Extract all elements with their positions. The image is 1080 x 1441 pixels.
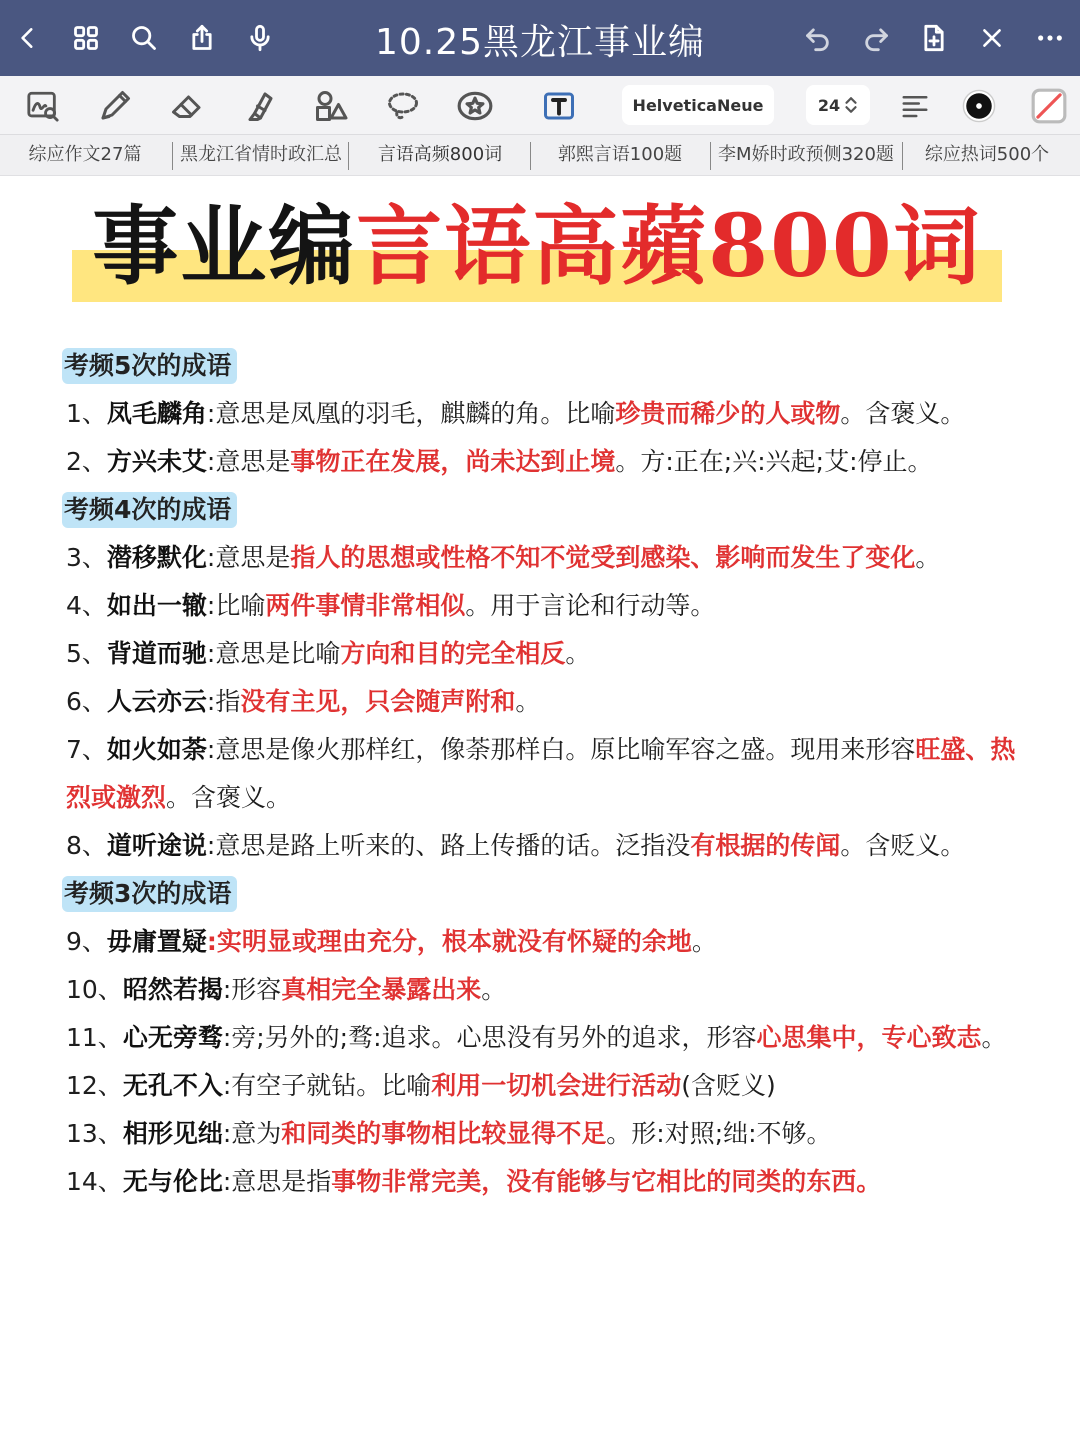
font-size-value: 24 (817, 95, 841, 115)
description-text: :意思是 (206, 447, 291, 476)
item-number: 1、 (66, 399, 107, 428)
item-number: 12、 (66, 1071, 123, 1100)
key-meaning: 方向和目的完全相反 (340, 639, 566, 668)
font-size-selector[interactable] (806, 85, 870, 125)
idiom-term: 方兴未艾 (106, 447, 207, 476)
description-text: :意思是 (206, 543, 291, 572)
description-text: (含贬义) (681, 1071, 776, 1100)
item-number: 4、 (66, 591, 107, 620)
description-text: 。 (915, 543, 941, 572)
shapes-icon[interactable] (310, 85, 352, 127)
page-title-red: 言语高蘋800词 (356, 196, 982, 297)
item-number: 11、 (66, 1023, 123, 1052)
key-meaning: 珍贵而稀少的人或物 (615, 399, 841, 428)
list-item (66, 1062, 1016, 1110)
key-meaning: 事物非常完美，没有能够与它相比的同类的东西。 (331, 1167, 882, 1196)
list-item (66, 390, 1016, 438)
key-meaning: 心思集中，专心致志 (756, 1023, 982, 1052)
undo-icon[interactable] (800, 20, 836, 56)
list-item (66, 726, 1016, 822)
description-text: 。形:对照;绌:不够。 (606, 1119, 832, 1148)
list-item (66, 582, 1016, 630)
close-icon[interactable] (974, 20, 1010, 56)
share-icon[interactable] (184, 20, 220, 56)
grid-icon[interactable] (68, 20, 104, 56)
lasso-icon[interactable] (382, 85, 424, 127)
description-text: :形容 (222, 975, 282, 1004)
idiom-term: 如火如荼 (106, 735, 207, 764)
idiom-term: 如出一辙 (106, 591, 207, 620)
list-item (66, 1110, 1016, 1158)
redo-icon[interactable] (858, 20, 894, 56)
description-text: 。含贬义。 (840, 831, 966, 860)
tab-heilongjiang-news[interactable]: 黑龙江省情时政汇总 (180, 144, 342, 165)
list-item (66, 966, 1016, 1014)
item-number: 5、 (66, 639, 107, 668)
key-meaning: 旺盛、热烈或激烈 (66, 735, 1016, 812)
key-meaning: 两件事情非常相似 (265, 591, 466, 620)
description-text: 。含褒义。 (166, 783, 292, 812)
eraser-icon[interactable] (166, 85, 208, 127)
description-text: 。 (481, 975, 507, 1004)
description-text: 。含褒义。 (840, 399, 966, 428)
tab-guoxi-100[interactable]: 郭熙言语100题 (557, 144, 683, 165)
idiom-term: 毋庸置疑 (106, 927, 207, 956)
description-text: 。 (981, 1023, 1007, 1052)
description-text: :指 (206, 687, 241, 716)
color-picker-icon[interactable] (958, 85, 1000, 127)
idiom-term: 昭然若揭 (122, 975, 223, 1004)
idiom-term: 凤毛麟角 (106, 399, 207, 428)
list-item (66, 918, 1016, 966)
tab-hot-words-500[interactable]: 综应热词500个 (924, 144, 1050, 165)
key-meaning: 和同类的事物相比较显得不足 (281, 1119, 607, 1148)
document-tabs (0, 135, 1080, 176)
item-number: 9、 (66, 927, 107, 956)
tab-divider (710, 142, 711, 170)
highlighter-icon[interactable] (238, 85, 280, 127)
key-meaning: 没有主见，只会随声附和 (240, 687, 516, 716)
description-text: 。用于言论和行动等。 (465, 591, 716, 620)
description-text: :意思是凤凰的羽毛，麒麟的角。比喻 (206, 399, 616, 428)
tab-current-affairs-320[interactable]: 李M娇时政预侧320题 (718, 144, 894, 165)
item-number: 14、 (66, 1167, 123, 1196)
item-number: 8、 (66, 831, 107, 860)
document-title: 10.25黑龙江事业编 (374, 22, 706, 63)
item-number: 6、 (66, 687, 107, 716)
no-fill-icon[interactable] (1028, 85, 1070, 127)
description-text: :有空子就钻。比喻 (222, 1071, 432, 1100)
key-meaning: :实明显或理由充分，根本就没有怀疑的余地 (206, 927, 692, 956)
idiom-term: 潜移默化 (106, 543, 207, 572)
pen-icon[interactable] (94, 85, 136, 127)
description-text: :意为 (222, 1119, 282, 1148)
idiom-term: 道听途说 (106, 831, 207, 860)
description-text: 。 (565, 639, 591, 668)
section-heading: 考频5次的成语 (62, 348, 237, 384)
vocabulary-list (66, 342, 1016, 1206)
description-text: :意思是比喻 (206, 639, 341, 668)
back-icon[interactable] (10, 20, 46, 56)
tab-essay[interactable]: 综应作文27篇 (28, 144, 142, 165)
idiom-term: 人云亦云 (106, 687, 207, 716)
mic-icon[interactable] (242, 20, 278, 56)
list-item (66, 1158, 1016, 1206)
section-heading: 考频4次的成语 (62, 492, 237, 528)
idiom-term: 无孔不入 (122, 1071, 223, 1100)
key-meaning: 指人的思想或性格不知不觉受到感染、影响而发生了变化 (290, 543, 916, 572)
idiom-term: 无与伦比 (122, 1167, 223, 1196)
editing-toolbar (0, 76, 1080, 135)
description-text: :旁;另外的;骛:追求。心思没有另外的追求，形容 (222, 1023, 757, 1052)
tab-vocabulary-800[interactable]: 言语高频800词 (377, 144, 503, 165)
tab-divider (348, 142, 349, 170)
item-number: 7、 (66, 735, 107, 764)
page-title-black: 事业编 (92, 196, 357, 297)
sticker-icon[interactable] (454, 85, 496, 127)
item-number: 10、 (66, 975, 123, 1004)
description-text: :意思是路上听来的、路上传播的话。泛指没 (206, 831, 691, 860)
description-text: 。 (691, 927, 717, 956)
key-meaning: 有根据的传闻 (690, 831, 841, 860)
item-number: 3、 (66, 543, 107, 572)
item-number: 2、 (66, 447, 107, 476)
tab-divider (172, 142, 173, 170)
font-family-selector[interactable]: HelveticaNeue (622, 85, 774, 125)
description-text: 。 (515, 687, 541, 716)
more-icon[interactable] (1032, 20, 1068, 56)
key-meaning: 利用一切机会进行活动 (431, 1071, 682, 1100)
description-text: :比喻 (206, 591, 266, 620)
description-text: :意思是指 (222, 1167, 332, 1196)
key-meaning: 事物正在发展，尚未达到止境 (290, 447, 616, 476)
key-meaning: 真相完全暴露出来 (281, 975, 482, 1004)
idiom-term: 相形见绌 (122, 1119, 223, 1148)
list-item (66, 1014, 1016, 1062)
tab-divider (902, 142, 903, 170)
list-item (66, 822, 1016, 870)
description-text: :意思是像火那样红，像荼那样白。原比喻军容之盛。现用来形容 (206, 735, 916, 764)
idiom-term: 背道而驰 (106, 639, 207, 668)
idiom-term: 心无旁骛 (122, 1023, 223, 1052)
search-icon[interactable] (126, 20, 162, 56)
add-page-icon[interactable] (916, 20, 952, 56)
top-navigation-bar (0, 0, 1080, 76)
list-item (66, 630, 1016, 678)
text-tool-icon[interactable] (538, 85, 580, 127)
list-item (66, 534, 1016, 582)
tab-divider (530, 142, 531, 170)
list-item (66, 438, 1016, 486)
item-number: 13、 (66, 1119, 123, 1148)
image-tool-icon[interactable] (22, 85, 64, 127)
list-item (66, 678, 1016, 726)
page-title (72, 192, 1002, 302)
align-icon[interactable] (894, 85, 936, 127)
description-text: 。方:正在;兴:兴起;艾:停止。 (615, 447, 933, 476)
stepper-icon (844, 96, 858, 114)
section-heading: 考频3次的成语 (62, 876, 237, 912)
